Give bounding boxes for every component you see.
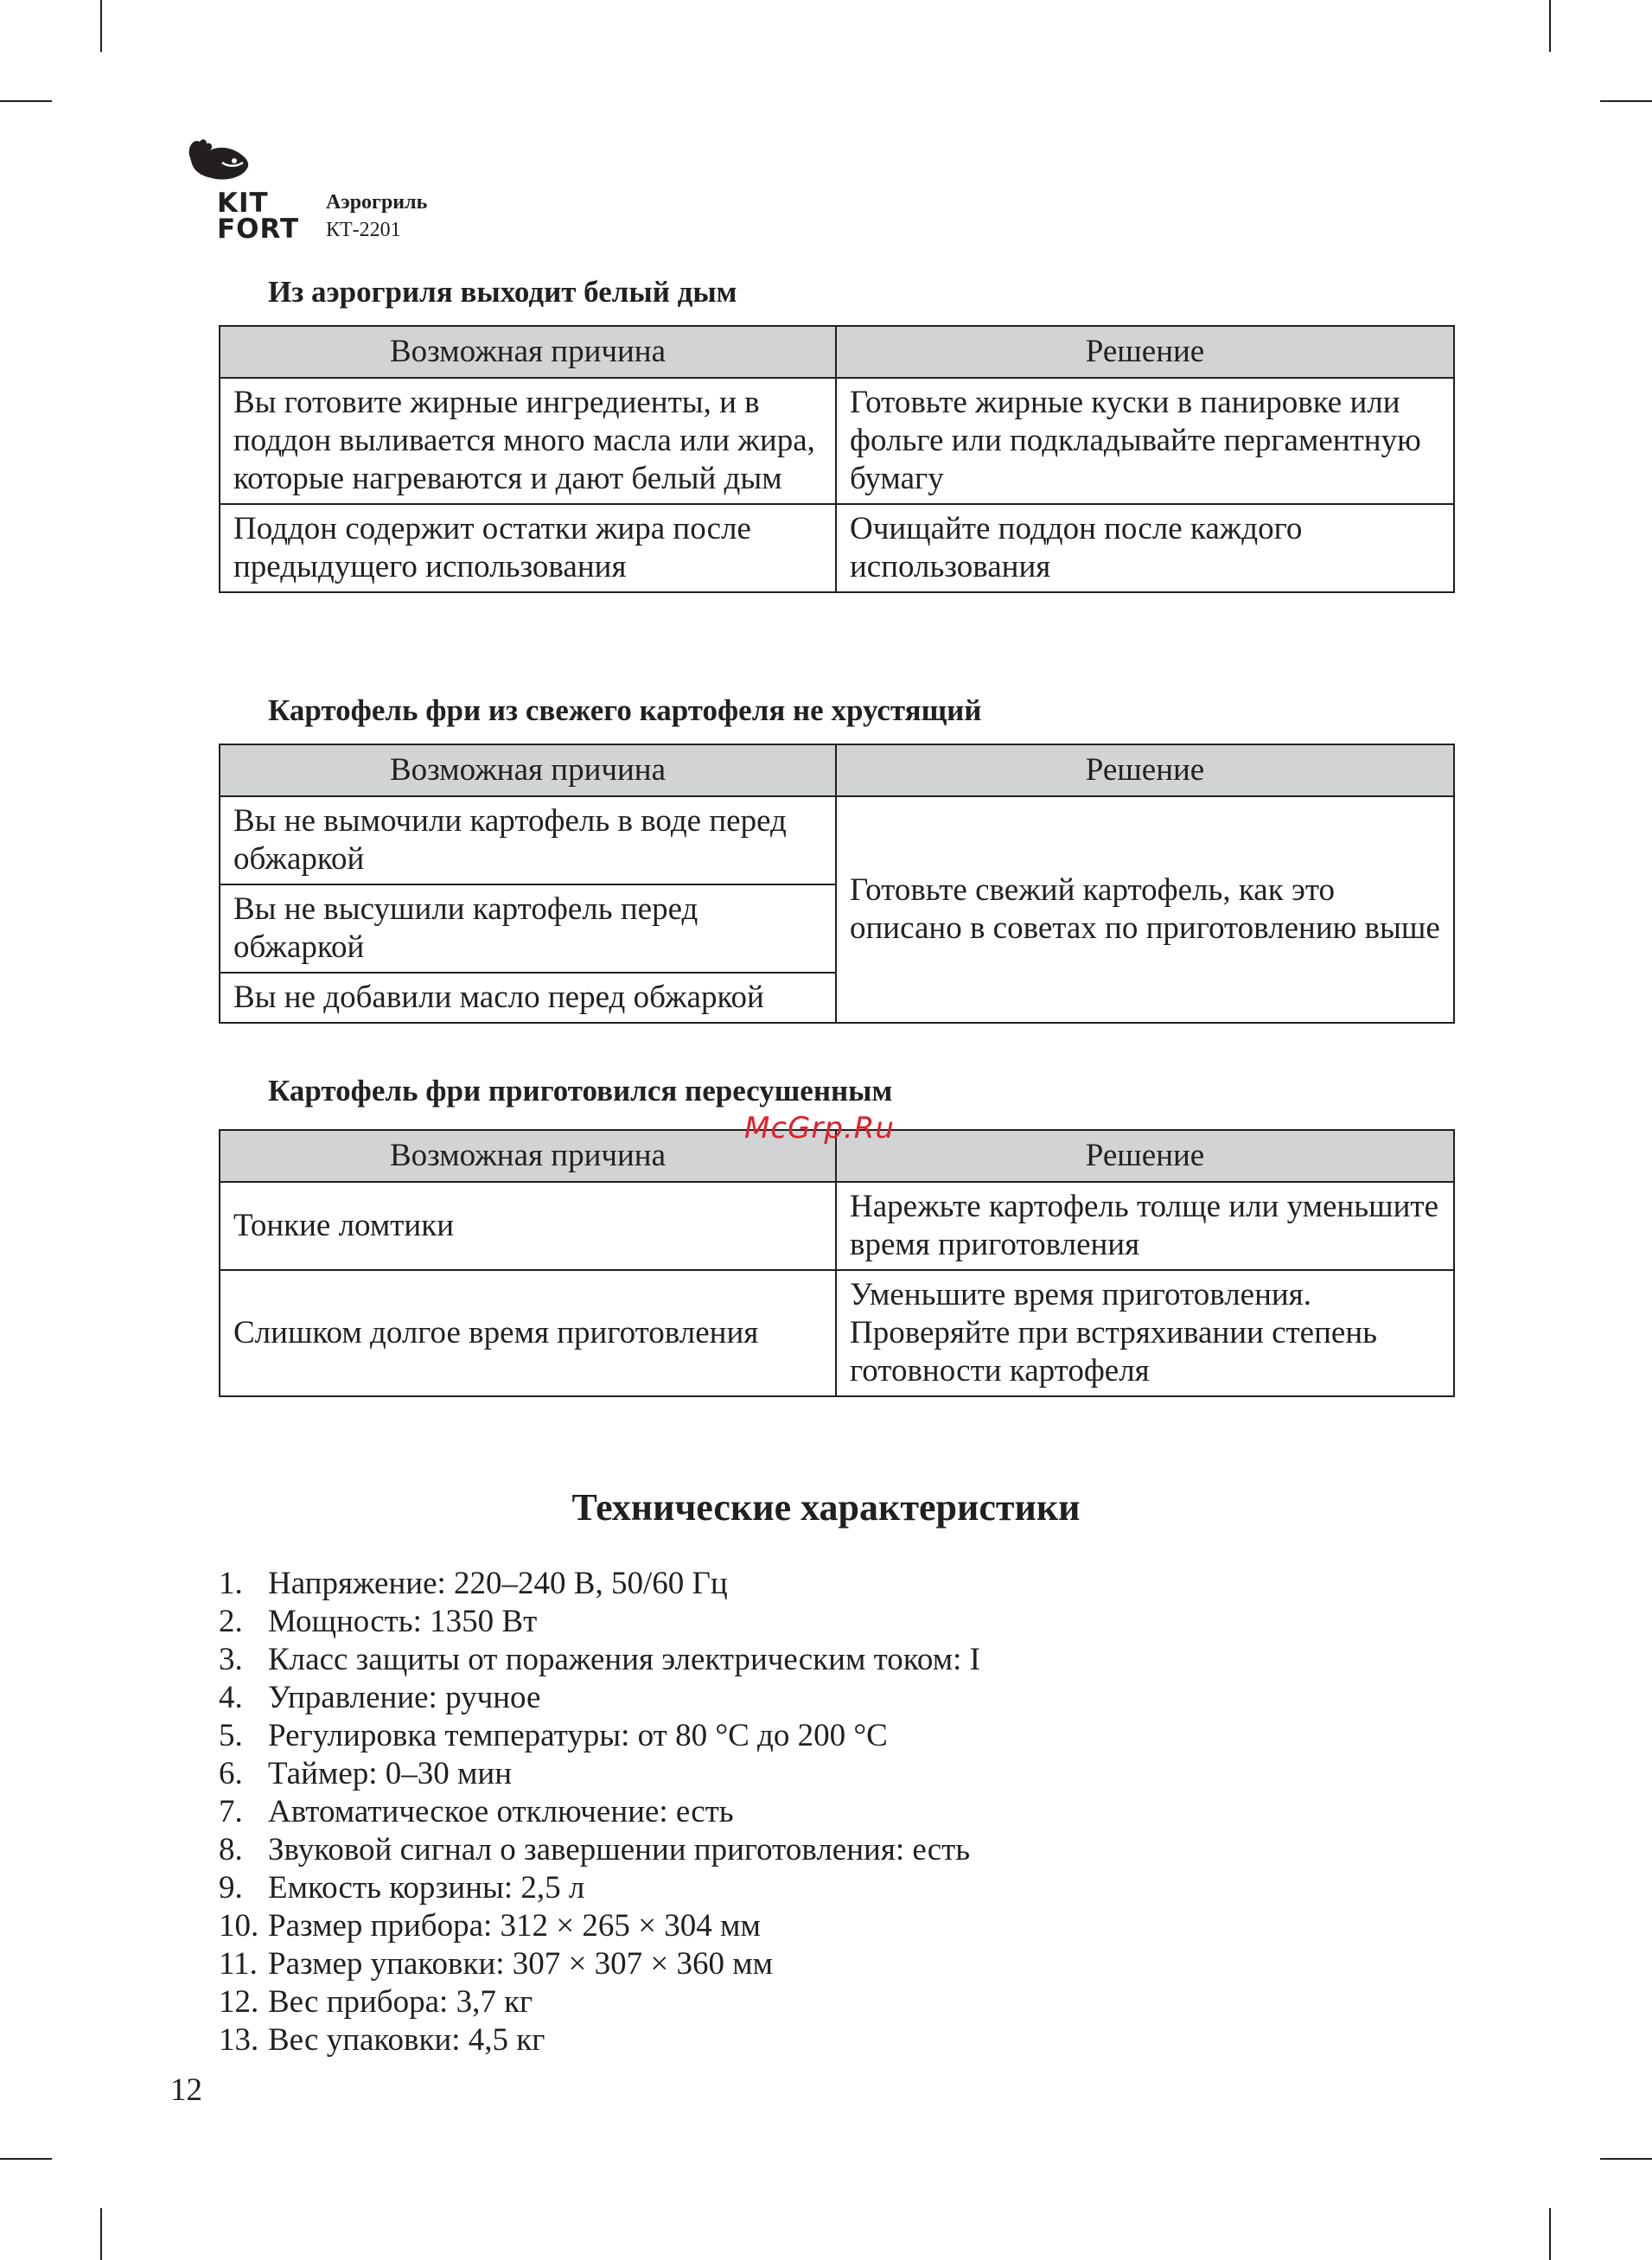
table-row — [220, 1270, 1454, 1396]
logo-wordmark-kit: KIT — [217, 188, 269, 219]
troubleshooting-table-white-smoke — [219, 325, 1455, 593]
list-item-text: Звуковой сигнал о завершении приготовления: есть — [268, 1832, 971, 1867]
list-item-number: 10. — [219, 1908, 259, 1944]
specs-title: Технические характеристики — [571, 1486, 1081, 1529]
list-item-number: 6. — [219, 1756, 243, 1791]
solution-cell: Нарежьте картофель толще или уменьшите время приготовления — [836, 1182, 1454, 1270]
troubleshooting-table-overdried — [219, 1129, 1455, 1397]
logo-wordmark-fort: FORT — [217, 214, 300, 245]
cause-cell: Вы не добавили масло перед обжаркой — [220, 973, 836, 1023]
solution-cell: Очищайте поддон после каждого использования — [836, 504, 1454, 592]
list-item — [219, 1717, 980, 1755]
cause-cell: Вы готовите жирные ингредиенты, и в поддон выливается много масла или жира, которые нагреваются и дают белый дым — [220, 378, 836, 504]
list-item — [219, 1831, 980, 1869]
table-row — [220, 796, 1454, 884]
column-header-solution: Решение — [836, 326, 1454, 378]
whale-logo-icon — [184, 137, 253, 188]
list-item-text: Размер прибора: 312 × 265 × 304 мм — [268, 1908, 761, 1944]
list-item — [219, 1983, 980, 2021]
section-title-overdried: Картофель фри приготовился пересушенным — [268, 1074, 893, 1108]
crop-mark — [0, 100, 52, 102]
list-item-number: 1. — [219, 1566, 243, 1601]
list-item-text: Напряжение: 220–240 В, 50/60 Гц — [268, 1566, 728, 1601]
page-number: 12 — [170, 2072, 202, 2108]
product-name: Аэрогриль — [326, 191, 428, 214]
list-item-number: 11. — [219, 1946, 258, 1982]
table-header-row — [220, 326, 1454, 378]
solution-cell: Уменьшите время приготовления. Проверяйте при встряхивании степень готовности картофеля — [836, 1270, 1454, 1396]
list-item-number: 2. — [219, 1604, 243, 1639]
list-item — [219, 1641, 980, 1679]
section-title-white-smoke: Из аэрогриля выходит белый дым — [268, 275, 737, 309]
list-item — [219, 1793, 980, 1831]
product-model: КТ-2201 — [326, 219, 401, 241]
cause-cell: Вы не высушили картофель перед обжаркой — [220, 884, 836, 973]
product-info — [326, 188, 427, 244]
list-item-number: 12. — [219, 1984, 259, 2020]
list-item-text: Класс защиты от поражения электрическим током: I — [268, 1642, 980, 1677]
list-item-number: 7. — [219, 1794, 243, 1829]
list-item — [219, 2021, 980, 2059]
crop-mark — [1600, 2158, 1652, 2160]
list-item-number: 13. — [219, 2022, 259, 2058]
list-item-text: Таймер: 0–30 мин — [268, 1756, 513, 1791]
table-row — [220, 1182, 1454, 1270]
list-item — [219, 1679, 980, 1717]
crop-mark — [100, 2208, 102, 2260]
list-item — [219, 1565, 980, 1603]
list-item-text: Вес упаковки: 4,5 кг — [268, 2022, 545, 2058]
list-item-number: 4. — [219, 1680, 243, 1715]
list-item-number: 5. — [219, 1718, 243, 1753]
list-item-text: Вес прибора: 3,7 кг — [268, 1984, 533, 2020]
troubleshooting-table-not-crispy — [219, 744, 1455, 1024]
list-item-text: Регулировка температуры: от 80 °С до 200 °С — [268, 1718, 888, 1753]
watermark: McGrp.Ru — [744, 1111, 895, 1146]
list-item-text: Размер упаковки: 307 × 307 × 360 мм — [268, 1946, 774, 1982]
table-header-row — [220, 744, 1454, 796]
list-item-number: 3. — [219, 1642, 243, 1677]
column-header-cause: Возможная причина — [220, 326, 836, 378]
table-row — [220, 504, 1454, 592]
section-title-not-crispy: Картофель фри из свежего картофеля не хрустящий — [268, 693, 982, 727]
list-item — [219, 1869, 980, 1907]
solution-cell: Готовьте жирные куски в панировке или фольге или подкладывайте пергаментную бумагу — [836, 378, 1454, 504]
column-header-cause: Возможная причина — [220, 744, 836, 796]
list-item — [219, 1945, 980, 1983]
crop-mark — [100, 0, 102, 52]
crop-mark — [0, 2158, 52, 2160]
list-item-number: 8. — [219, 1832, 243, 1867]
list-item — [219, 1603, 980, 1641]
cause-cell: Вы не вымочили картофель в воде перед обжаркой — [220, 796, 836, 884]
table-row — [220, 378, 1454, 504]
crop-mark — [1549, 0, 1551, 52]
column-header-solution: Решение — [836, 744, 1454, 796]
list-item — [219, 1907, 980, 1945]
cause-cell: Поддон содержит остатки жира после предыдущего использования — [220, 504, 836, 592]
list-item-text: Автоматическое отключение: есть — [268, 1794, 734, 1829]
list-item-text: Управление: ручное — [268, 1680, 541, 1715]
crop-mark — [1549, 2208, 1551, 2260]
list-item-text: Емкость корзины: 2,5 л — [268, 1870, 585, 1906]
column-header-cause: Возможная причина — [220, 1130, 836, 1182]
cause-cell: Слишком долгое время приготовления — [220, 1270, 836, 1396]
specs-list — [219, 1565, 980, 2059]
list-item-text: Мощность: 1350 Вт — [268, 1604, 538, 1639]
shared-solution-cell: Готовьте свежий картофель, как это описано в советах по приготовлению выше — [836, 796, 1454, 1023]
column-header-solution: Решение — [836, 1130, 1454, 1182]
list-item — [219, 1755, 980, 1793]
list-item-number: 9. — [219, 1870, 243, 1906]
crop-mark — [1600, 100, 1652, 102]
cause-cell: Тонкие ломтики — [220, 1182, 836, 1270]
